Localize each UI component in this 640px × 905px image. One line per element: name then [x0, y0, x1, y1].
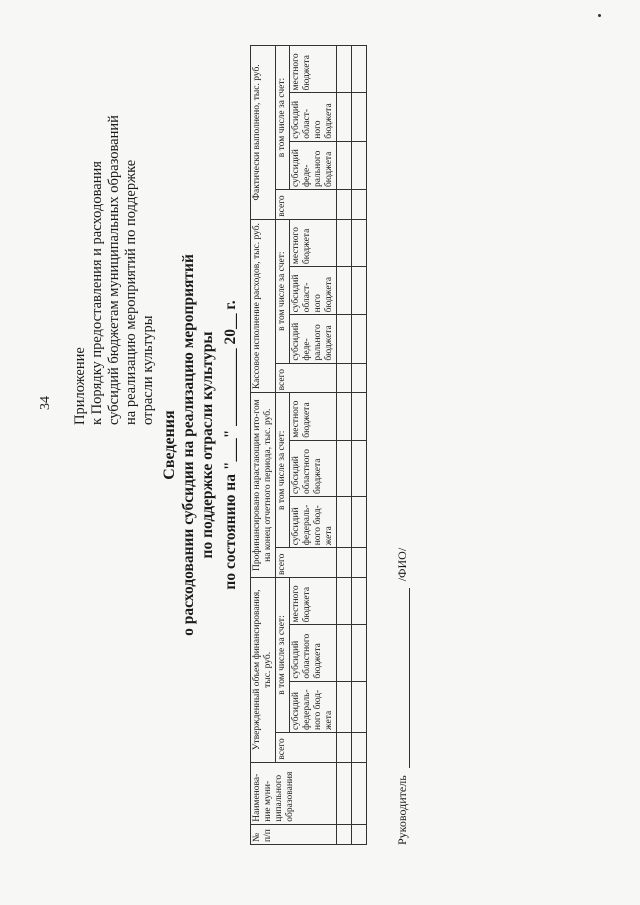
title-line: о расходовании субсидии на реализацию мероприятий — [180, 254, 197, 636]
document-title — [160, 165, 240, 725]
table-cell — [352, 93, 367, 141]
table-cell — [352, 315, 367, 363]
appendix-line: субсидий бюджетам муниципальных образований — [106, 115, 122, 425]
table-cell — [352, 578, 367, 625]
header-group-financed: Профинансировано нарастающим ито-гом на конец отчетного периода, тыс. руб. — [251, 393, 276, 578]
header-local: местного бюджета — [290, 393, 337, 440]
table-cell — [352, 363, 367, 393]
appendix-note — [72, 85, 157, 425]
table-cell — [337, 46, 352, 94]
header-num: № п/п — [251, 824, 337, 844]
header-regional: субсидий областного бюджета — [290, 440, 337, 496]
table-cell — [352, 267, 367, 315]
header-local: местного бюджета — [290, 219, 337, 266]
appendix-line: Приложение — [72, 347, 88, 425]
title-line: по поддержке отрасли культуры — [199, 331, 216, 559]
signature-line — [395, 548, 410, 845]
signature-label: Руководитель — [395, 775, 409, 845]
report-table — [250, 45, 367, 845]
header-including: в том числе за счет: — [276, 219, 290, 363]
header-including: в том числе за счет: — [276, 46, 290, 190]
header-including: в том числе за счет: — [276, 578, 290, 733]
table-cell — [352, 46, 367, 94]
header-federal: субсидий феде-рального бюджета — [290, 315, 337, 363]
table-cell — [337, 824, 352, 844]
header-total: всего — [276, 190, 337, 220]
header-regional: субсидий област-ного бюджета — [290, 93, 337, 141]
table-cell — [352, 681, 367, 732]
header-including: в том числе за счет: — [276, 393, 290, 548]
header-federal: субсидий феде-рального бюджета — [290, 141, 337, 189]
table-cell — [352, 219, 367, 266]
appendix-line: к Порядку предоставления и расходования — [89, 161, 105, 425]
header-total: всего — [276, 363, 337, 393]
table-cell — [352, 625, 367, 681]
header-group-actual: Фактически выполнено, тыс. руб. — [251, 46, 276, 220]
table-cell — [352, 762, 367, 824]
signature-blank — [409, 588, 410, 768]
table-cell — [337, 190, 352, 220]
table-cell — [337, 363, 352, 393]
header-federal: субсидий федераль-ного бюд-жета — [290, 496, 337, 547]
header-local: местного бюджета — [290, 46, 337, 94]
header-regional: субсидий областного бюджета — [290, 625, 337, 681]
table-cell — [352, 141, 367, 189]
table-cell — [337, 315, 352, 363]
table-cell — [337, 440, 352, 496]
table-cell — [352, 824, 367, 844]
table-cell — [352, 496, 367, 547]
appendix-line: на реализацию мероприятий по поддержке — [123, 159, 139, 425]
title-date-line: по состоянию на "___" __________ 20__ г. — [222, 300, 239, 590]
header-regional: субсидий област-ного бюджета — [290, 267, 337, 315]
page-number: 34 — [38, 396, 53, 410]
table-cell — [352, 548, 367, 578]
table-cell — [337, 548, 352, 578]
header-municipality: Наименова-ние муни-ципального образования — [251, 762, 337, 824]
table-cell — [337, 219, 352, 266]
table-cell — [337, 625, 352, 681]
header-total: всего — [276, 548, 337, 578]
header-group-cash: Кассовое исполнение расходов, тыс. руб. — [251, 219, 276, 393]
table-cell — [337, 578, 352, 625]
signature-fio: /ФИО/ — [395, 547, 409, 582]
header-federal: субсидий федераль-ного бюд-жета — [290, 681, 337, 732]
table-cell — [337, 93, 352, 141]
table-row — [337, 46, 352, 845]
table-cell — [337, 267, 352, 315]
table-cell — [337, 762, 352, 824]
table-cell — [352, 393, 367, 440]
table-cell — [352, 190, 367, 220]
table-cell — [352, 440, 367, 496]
table-cell — [337, 732, 352, 762]
table-cell — [337, 681, 352, 732]
header-total: всего — [276, 732, 337, 762]
title-line: Сведения — [161, 410, 178, 480]
header-local: местного бюджета — [290, 578, 337, 625]
table-cell — [337, 141, 352, 189]
table-cell — [337, 393, 352, 440]
appendix-line: отрасли культуры — [140, 315, 156, 425]
table-cell — [337, 496, 352, 547]
table-cell — [352, 732, 367, 762]
table-row — [352, 46, 367, 845]
header-group-approved: Утвержденный объем финансирования, тыс. руб. — [251, 578, 276, 763]
